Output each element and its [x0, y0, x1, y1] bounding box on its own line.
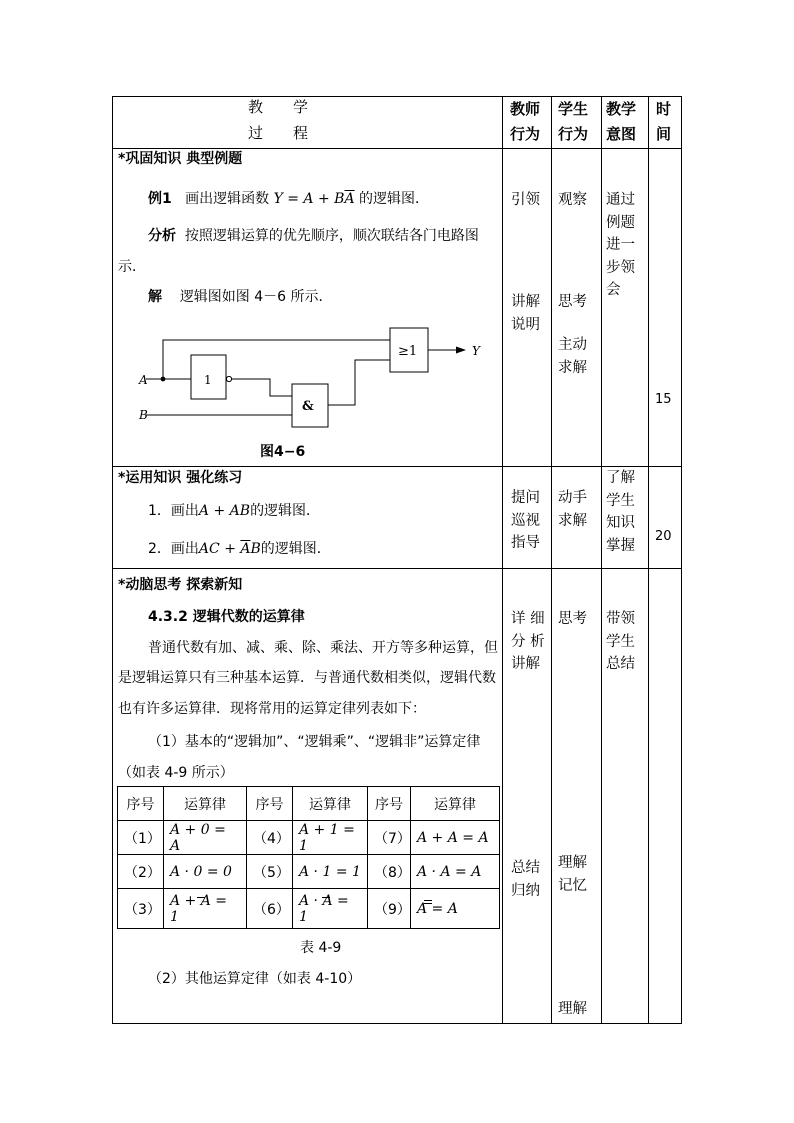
header-process-bottom: 过 程 — [248, 124, 309, 142]
s2-intent: 了解 学生 知识 掌握 — [606, 470, 635, 554]
input-b-label: B — [139, 408, 148, 422]
s3-intent: 带领 学生 总结 — [606, 611, 635, 672]
wire-not-out — [232, 379, 292, 396]
th-index: 序号 — [118, 787, 164, 821]
table-row: （3） A + A = 1 （6） A · A = 1 （9） A = A — [118, 889, 500, 929]
header-teacher: 教师 行为 — [510, 100, 541, 143]
col-divider — [551, 96, 552, 1024]
output-y-label: Y — [472, 344, 480, 358]
table-header-row — [118, 787, 500, 821]
s1-intent: 通过 例题 进一 步领 会 — [606, 192, 635, 298]
table-row: （1） A + 0 = A （4） A + 1 = 1 （7） A + A = A — [118, 821, 500, 855]
col-divider — [601, 96, 602, 1024]
junction-dot — [161, 377, 166, 382]
overbar — [197, 897, 205, 898]
th-law: 运算律 — [411, 787, 500, 821]
section3-subtitle: 4.3.2 逻辑代数的运算律 — [148, 609, 305, 625]
para-line2: 是逻辑运算只有三种基本运算．与普通代数相类似，逻辑代数 — [118, 670, 496, 686]
figure-caption: 图4−6 — [260, 444, 306, 460]
wire-and-out — [328, 360, 390, 405]
not-bubble — [226, 376, 231, 381]
header-student: 学生 行为 — [558, 100, 589, 143]
not-gate-label: 1 — [204, 373, 212, 387]
s2-teacher: 提问 巡视 指导 — [511, 490, 540, 551]
exercise2-line: 2．画出AC + $\overline{A}B$的逻辑图． — [148, 541, 331, 557]
exercise1-line: 1．画出A + AB的逻辑图． — [148, 503, 321, 519]
s3-student-b: 理解 记忆 — [558, 855, 587, 894]
s3-teacher-b: 总结 归纳 — [511, 860, 540, 899]
s1-student-b: 思考 — [558, 294, 587, 310]
table-row: （2） A · 0 = 0 （5） A · 1 = 1 （8） A · A = A — [118, 855, 500, 889]
th-index: 序号 — [368, 787, 411, 821]
th-index: 序号 — [247, 787, 293, 821]
para-line3: 也有许多运算律．现将常用的运算定律列表如下： — [118, 701, 426, 717]
s1-teacher-a: 引领 — [511, 192, 540, 208]
section2-title: *运用知识 强化练习 — [118, 470, 243, 486]
overbar — [424, 900, 432, 901]
header-intent: 教学 意图 — [606, 100, 637, 143]
header-time: 时 间 — [656, 100, 672, 143]
s1-time: 15 — [655, 392, 672, 407]
law-table-4-9 — [117, 786, 500, 929]
s1-student-a: 观察 — [558, 192, 587, 208]
row-divider — [112, 466, 682, 467]
overbar — [424, 903, 432, 904]
or-gate-label: ≥1 — [398, 344, 418, 359]
s3-student-a: 思考 — [558, 611, 587, 627]
col-divider — [502, 96, 503, 1024]
input-a-label: A — [139, 373, 148, 387]
th-law: 运算律 — [164, 787, 247, 821]
item1-line2: （如表 4-9 所示） — [118, 765, 234, 781]
s3-teacher-a: 详 细 分 析 讲解 — [511, 611, 545, 672]
s2-time: 20 — [655, 529, 672, 544]
row-divider — [112, 148, 682, 149]
analysis-line1: 分析 按照逻辑运算的优先顺序，顺次联结各门电路图 — [148, 228, 479, 244]
and-gate-label: & — [302, 399, 314, 414]
analysis-line2: 示． — [118, 259, 146, 275]
s2-student: 动手 求解 — [558, 490, 587, 529]
output-arrow-head — [456, 347, 466, 354]
example1-line: 例1 画出逻辑函数 $Y = A + B\overline{A}$ 的逻辑图． — [148, 191, 430, 207]
table-caption: 表 4-9 — [300, 940, 342, 956]
overbar — [322, 897, 330, 898]
col-divider — [648, 96, 649, 1024]
section1-title: *巩固知识 典型例题 — [118, 151, 243, 167]
row-divider — [112, 568, 682, 569]
th-law: 运算律 — [293, 787, 368, 821]
s1-student-c: 主动 求解 — [558, 337, 587, 376]
s1-teacher-b: 讲解 说明 — [511, 294, 540, 333]
section3-title: *动脑思考 探索新知 — [118, 577, 243, 593]
s3-student-c: 理解 — [558, 1001, 587, 1017]
item1-line1: （1）基本的“逻辑加”、“逻辑乘”、“逻辑非”运算定律 — [148, 734, 481, 750]
para-line1: 普通代数有加、减、乘、除、乘法、开方等多种运算，但 — [148, 640, 498, 656]
header-process-top: 教 学 — [248, 98, 309, 116]
solution-line: 解 逻辑图如图 4－6 所示． — [148, 289, 333, 305]
logic-diagram-figure — [130, 320, 500, 440]
item2-line: （2）其他运算定律（如表 4-10） — [148, 971, 362, 987]
